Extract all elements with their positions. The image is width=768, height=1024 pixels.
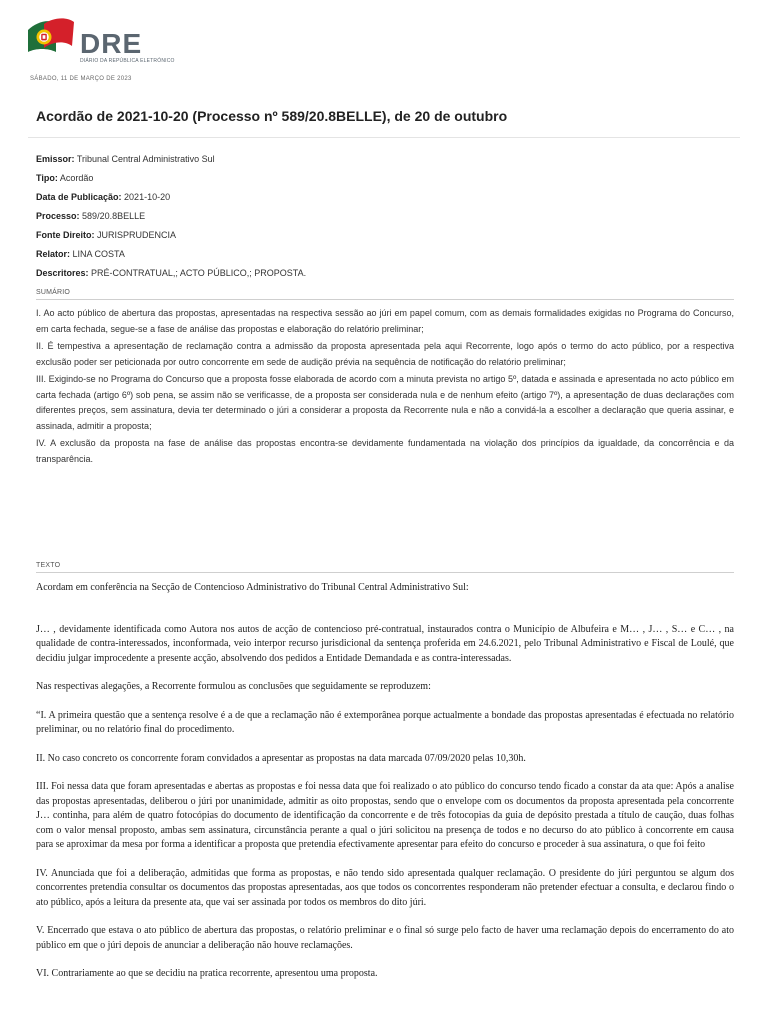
title-divider — [28, 137, 740, 138]
sumario-divider — [36, 299, 734, 300]
meta-value: JURISPRUDENCIA — [97, 230, 177, 240]
meta-label: Data de Publicação: — [36, 192, 122, 202]
meta-label: Relator: — [36, 249, 71, 259]
current-date: SÁBADO, 11 DE MARÇO DE 2023 — [30, 76, 132, 82]
document-title: Acordão de 2021-10-20 (Processo nº 589/20.8BELLE), de 20 de outubro — [36, 108, 508, 124]
site-logo-text[interactable]: DRE — [80, 28, 143, 59]
texto-divider — [36, 572, 734, 573]
meta-label: Descritores: — [36, 268, 89, 278]
texto-paragraph: VI. Contrariamente ao que se decidiu na pratica recorrente, apresentou uma proposta. — [36, 968, 378, 979]
meta-value: 589/20.8BELLE — [82, 211, 146, 221]
sumario-paragraph: IV. A exclusão da proposta na fase de análise das propostas encontra-se devidamente fundamentada na violação dos princípios da igualdade, da concorrência e da transparência. — [36, 438, 734, 464]
sumario-heading: SUMÁRIO — [36, 289, 71, 296]
meta-row-relator — [36, 245, 306, 264]
meta-row-fonte-direito — [36, 226, 306, 245]
texto-paragraph: “I. A primeira questão que a sentença resolve é a de que a reclamação não é extemporânea porque actualmente a bondade das propostas apresentadas é efectuada no relatório preliminar, ou no relatório final do procedimento. — [36, 709, 734, 735]
meta-value: 2021-10-20 — [124, 192, 171, 202]
texto-paragraph: II. No caso concreto os concorrente foram convidados a apresentar as propostas na data marcada 07/09/2020 pelas 10,30h. — [36, 752, 526, 764]
sumario-section — [36, 306, 734, 469]
meta-label: Fonte Direito: — [36, 230, 95, 240]
texto-section — [36, 581, 734, 996]
texto-paragraph: V. Encerrado que estava o ato público de abertura das propostas, o relatório preliminar e o final só surge pelo facto de haver uma reclamação depois do encerramento do ato público em que o júri depois de anunciar a deliberação não houve reclamações. — [36, 925, 734, 951]
texto-paragraph: J… , devidamente identificada como Autora nos autos de acção de contencioso pré-contratual, instaurados contra o Município de Albufeira e M… , J… , S… e C… , na qualidade de contra-interessados, inconformada, veio interpor recurso jurisdicional da sentença proferida em 24.6.2021, pelo Tribunal Administrativo e Fiscal de Loulé, que decidiu julgar improcedente a presente acção, absolvendo dos pedidos a Entidade Demandada e as contra-interessadas. — [36, 623, 734, 664]
meta-label: Processo: — [36, 211, 80, 221]
meta-label: Tipo: — [36, 173, 58, 183]
texto-heading: TEXTO — [36, 562, 61, 569]
meta-row-tipo — [36, 169, 306, 188]
portugal-flag-logo-icon[interactable] — [26, 18, 76, 54]
texto-paragraph: III. Foi nessa data que foram apresentadas e abertas as propostas e foi nessa data que foi realizado o ato público do concurso tendo ficado a constar da ata que: Após a analise das propostas apresentadas, deliberou o júri por unanimidade, admitir as oito propostas, sendo que o envelope com os documentos da proposta apresentada pela concorrente J… continha, para além de quatro fotocópias do documento de identificação da concorrente e de três fotocopias da guia de depósito prestada a título de caução, duas folhas com o valor mensal proposto, ambas sem assinatura, circunstância perante a qual o júri solicitou na presença de todos e no decurso do ato público à concorrente em causa para se aproximar da mesa por forma a identificar a proposta que pretendia efectivamente apresentar para efeito do concurso e proceder à sua assinatura, o que foi feito — [36, 781, 734, 850]
texto-paragraph: Nas respectivas alegações, a Recorrente formulou as conclusões que seguidamente se reproduzem: — [36, 681, 431, 692]
site-header — [26, 18, 175, 68]
meta-value: LINA COSTA — [72, 249, 125, 259]
document-metadata — [36, 150, 306, 283]
meta-row-emissor — [36, 150, 306, 169]
meta-row-processo — [36, 207, 306, 226]
sumario-paragraph: III. Exigindo-se no Programa do Concurso que a proposta fosse elaborada de acordo com a minuta prevista no artigo 5º, datada e assinada e apresentada no acto público em carta fechada (artigo 6º) sob pena, se assim não se verificasse, de a proposta ser considerada nula e de nenhum efeito (artigo 7º), a apresentação de duas declarações com diferentes preços, sem assinatura, devia ter determinado o júri a considerar a proposta da Recorrente nula e não a convidá-la a escolher a declaração que queria assinar, e assinada, admitir a proposta; — [36, 374, 734, 431]
meta-value: PRÉ-CONTRATUAL,; ACTO PÚBLICO,; PROPOSTA. — [91, 268, 307, 278]
meta-value: Acordão — [59, 173, 94, 183]
meta-row-data-publicacao — [36, 188, 306, 207]
texto-paragraph: Acordam em conferência na Secção de Contencioso Administrativo do Tribunal Central Administrativo Sul: — [36, 582, 469, 593]
meta-value: Tribunal Central Administrativo Sul — [76, 154, 215, 164]
site-logo-subtitle: DIÁRIO DA REPÚBLICA ELETRÓNICO — [80, 58, 175, 64]
sumario-paragraph: I. Ao acto público de abertura das propostas, apresentadas na respectiva sessão ao júri em papel comum, com as demais formalidades exigidas no Programa do Concurso, em carta fechada, segue-se a fase de análise das propostas e elaboração do relatório preliminar; — [36, 308, 734, 334]
meta-label: Emissor: — [36, 154, 75, 164]
texto-paragraph: IV. Anunciada que foi a deliberação, admitidas que forma as propostas, e não tendo sido apresentada qualquer reclamação. O presidente do júri perguntou se algum dos concorrentes pretendia consultar os documentos das propostas apresentadas, aos que todos os concorrentes responderam não pretender efectuar a consulta, e declarou findo o ato público, após a leitura da presente ata, que vai ser assinada por todos os membros do dito júri. — [36, 867, 734, 908]
sumario-paragraph: II. É tempestiva a apresentação de reclamação contra a admissão da proposta apresentada pela aqui Recorrente, logo após o termo do acto público, por a respectiva exclusão poder ser peticionada por outro concorrente em sede de audição prévia na sequência de notificação do relatório preliminar; — [36, 341, 734, 367]
meta-row-descritores — [36, 264, 306, 283]
